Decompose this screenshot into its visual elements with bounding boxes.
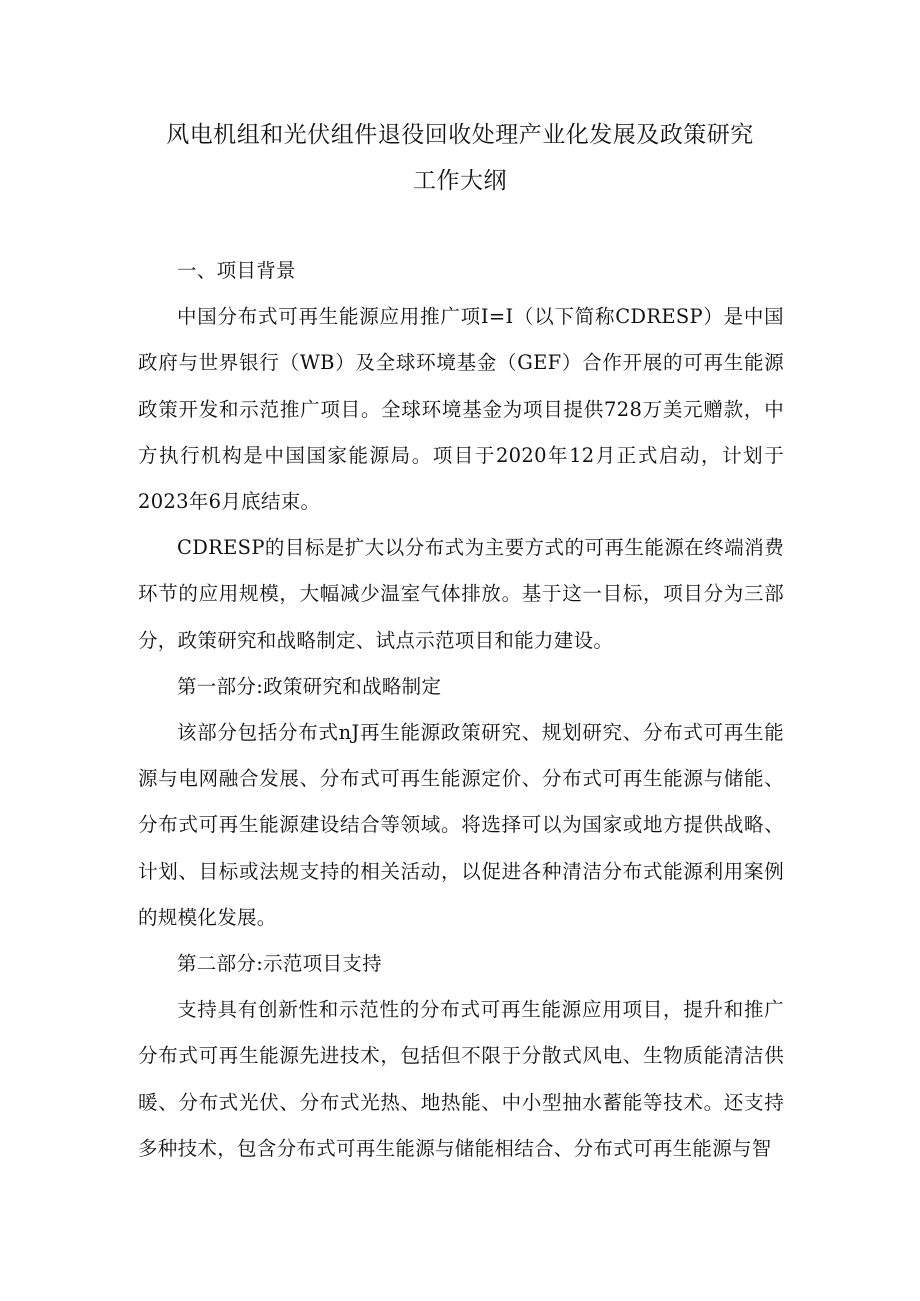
part2-paragraph: 支持具有创新性和示范性的分布式可再生能源应用项目，提升和推广分布式可再生能源先进技术，包括但不限于分散式风电、生物质能清洁供暖、分布式光伏、分布式光热、地热能、中小型抽水蓄能等技术。还支持多种技术，包含分布式可再生能源与储能相结合、分布式可再生能源与智 bbox=[138, 998, 784, 1160]
document-title-line1: 风电机组和光伏组件退役回收处理产业化发展及政策研究 bbox=[166, 122, 754, 148]
section1-heading: 一、项目背景 bbox=[177, 259, 296, 282]
part2-heading: 第二部分:示范项目支持 bbox=[177, 952, 382, 976]
background-paragraph-1: 中国分布式可再生能源应用推广项I=I（以下简称CDRESP）是中国政府与世界银行（WB）及全球环境基金（GEF）合作开展的可再生能源政策开发和示范推广项目。全球环境基金为项目提供728万美元赠款，中方执行机构是中国国家能源局。项目于2020年12月正式启动，计划于2023年6月底结束。 bbox=[138, 305, 784, 514]
background-paragraph-2: CDRESP的目标是扩大以分布式为主要方式的可再生能源在终端消费环节的应用规模，大幅减少温室气体排放。基于这一目标，项目分为三部分，政策研究和战略制定、试点示范项目和能力建设。 bbox=[138, 536, 784, 652]
document-body bbox=[138, 248, 784, 1172]
part1-heading: 第一部分:政策研究和战略制定 bbox=[177, 674, 442, 698]
document-title-line2: 工作大纲 bbox=[413, 168, 507, 194]
part1-paragraph: 该部分包括分布式nJ再生能源政策研究、规划研究、分布式可再生能源与电网融合发展、分布式可再生能源定价、分布式可再生能源与储能、分布式可再生能源建设结合等领域。将选择可以为国家或地方提供战略、计划、目标或法规支持的相关活动，以促进各种清洁分布式能源利用案例的规模化发展。 bbox=[138, 721, 784, 929]
